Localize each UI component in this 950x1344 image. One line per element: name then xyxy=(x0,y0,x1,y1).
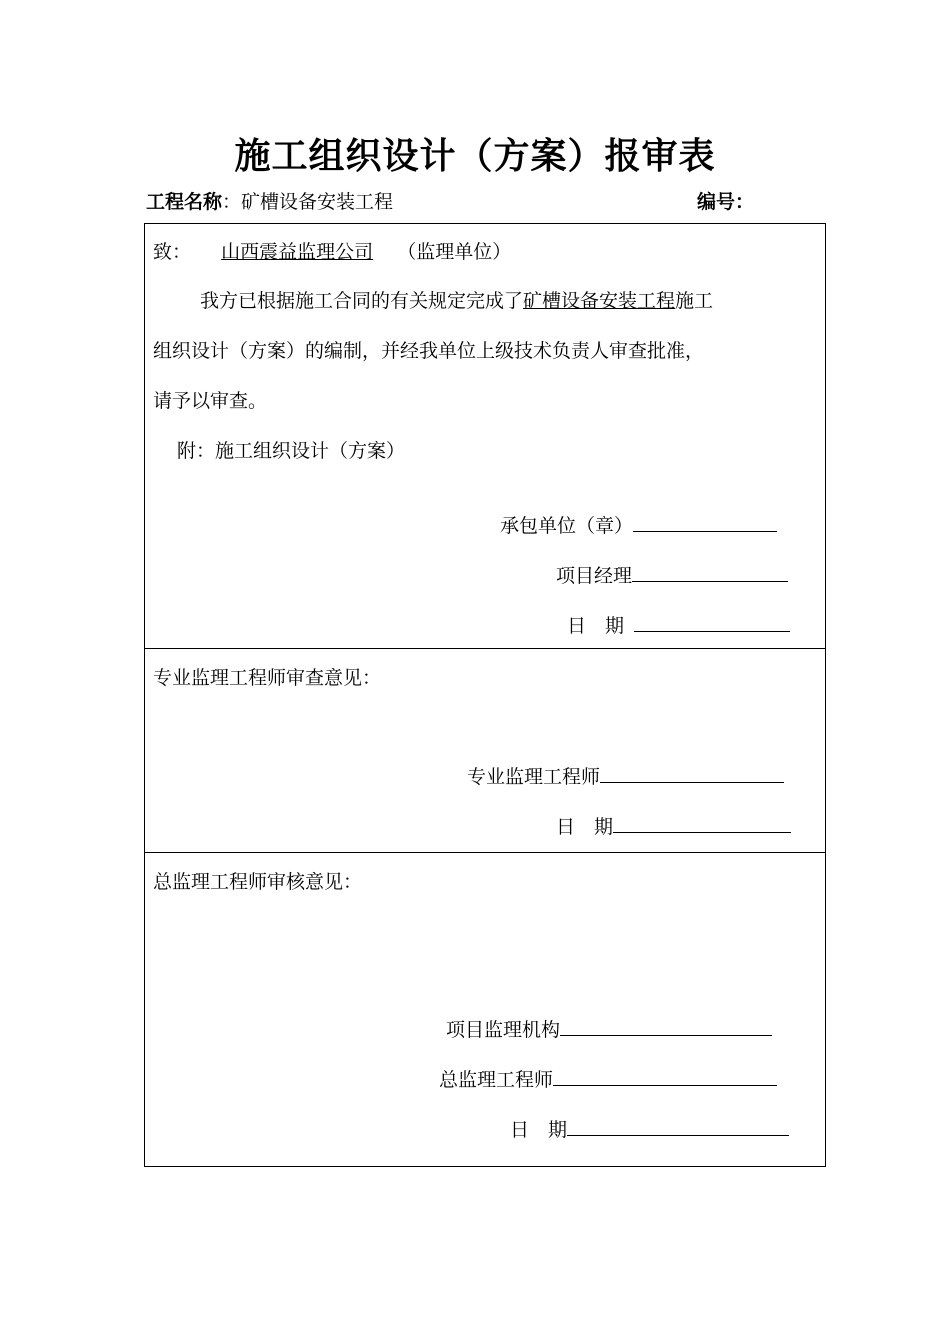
statement-line-2: 组织设计（方案）的编制，并经我单位上级技术负责人审查批准， xyxy=(153,340,705,362)
engineer-signature-line xyxy=(600,764,784,783)
engineer-date-line xyxy=(613,814,791,833)
manager-signature-line xyxy=(632,563,788,582)
engineer-review-heading: 专业监理工程师审查意见： xyxy=(153,667,382,689)
attachment-note: 附：施工组织设计（方案） xyxy=(177,440,406,462)
engineer-date-row xyxy=(556,814,791,839)
addressee-row xyxy=(153,240,511,264)
form-number-label: 编号： xyxy=(697,191,755,213)
contractor-label: 承包单位（章） xyxy=(500,515,634,537)
contractor-signature-row xyxy=(500,513,777,538)
engineer-signature-row xyxy=(467,764,784,789)
project-name-colon: ： xyxy=(222,191,242,213)
supervision-unit-note: （监理单位） xyxy=(397,241,512,263)
chief-signature-line xyxy=(553,1067,777,1086)
statement-text-start: 我方已根据施工合同的有关规定完成了 xyxy=(200,290,524,312)
addressee-label: 致： xyxy=(153,241,192,263)
project-name-value: 矿槽设备安装工程 xyxy=(241,191,394,213)
contractor-date-row xyxy=(567,613,790,638)
supervision-org-label: 项目监理机构 xyxy=(446,1019,561,1041)
supervision-company: 山西震益监理公司 xyxy=(221,241,374,263)
contractor-date-label: 日 期 xyxy=(567,615,625,637)
chief-review-section xyxy=(145,853,825,1166)
engineer-date-label: 日 期 xyxy=(556,816,614,838)
chief-date-row xyxy=(510,1117,789,1142)
contractor-signature-line xyxy=(633,513,777,532)
supervision-org-row xyxy=(446,1017,772,1042)
chief-date-label: 日 期 xyxy=(510,1119,568,1141)
contractor-date-line xyxy=(634,613,790,632)
review-form-table xyxy=(144,223,826,1167)
page-title: 施工组织设计（方案）报审表 xyxy=(234,136,716,177)
statement-line-1 xyxy=(200,289,713,313)
manager-signature-row xyxy=(556,563,788,588)
engineer-review-section xyxy=(145,649,825,853)
supervision-org-line xyxy=(560,1017,772,1036)
chief-signature-row xyxy=(439,1067,777,1092)
chief-label: 总监理工程师 xyxy=(439,1069,554,1091)
chief-review-heading: 总监理工程师审核意见： xyxy=(153,871,363,893)
chief-date-line xyxy=(567,1117,789,1136)
statement-project-name: 矿槽设备安装工程 xyxy=(523,290,676,312)
manager-label: 项目经理 xyxy=(556,565,633,587)
project-name-row xyxy=(146,187,393,214)
statement-line-3: 请予以审查。 xyxy=(153,390,268,412)
submission-section xyxy=(145,224,825,649)
project-name-label: 工程名称 xyxy=(146,191,223,213)
engineer-label: 专业监理工程师 xyxy=(467,766,601,788)
statement-text-end: 施工 xyxy=(675,290,714,312)
